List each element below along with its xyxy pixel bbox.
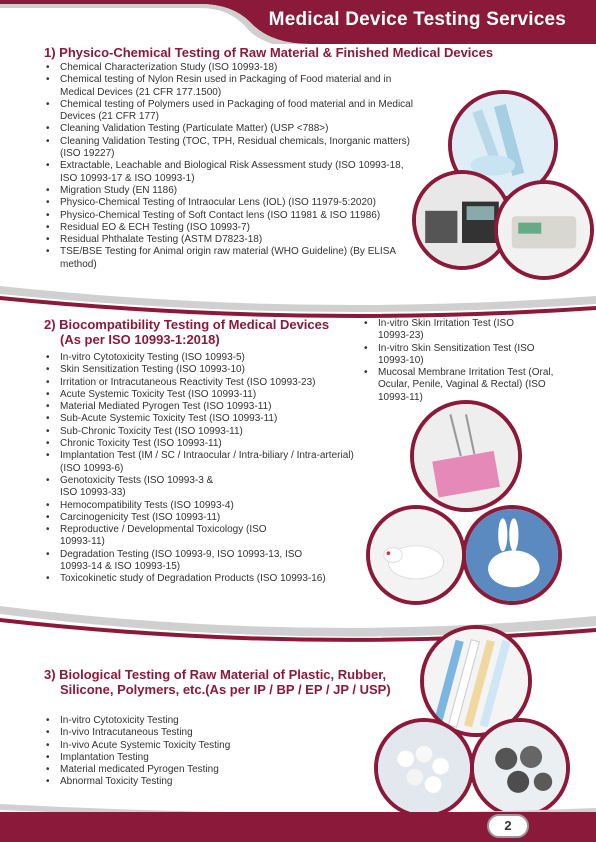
white-rabbit-photo bbox=[462, 505, 562, 605]
list-item: • Mucosal Membrane Irritation Test (Oral, Ocular, Penile, Vaginal & Rectal) (ISO 10993-11) bbox=[362, 367, 572, 404]
section1-title: 1) Physico-Chemical Testing of Raw Material & Finished Medical Devices bbox=[44, 45, 494, 60]
list-item: • Irritation or Intracutaneous Reactivity Test (ISO 10993-23) bbox=[44, 377, 364, 389]
list-item: • Migration Study (EN 1186) bbox=[44, 185, 416, 197]
list-item: • Physico-Chemical Testing of Soft Contact lens (ISO 11981 & ISO 11986) bbox=[44, 210, 416, 222]
list-item: • Carcinogenicity Test (ISO 10993-11) bbox=[44, 512, 364, 524]
multiwell-plate-photo bbox=[410, 400, 522, 512]
list-item: • Cleaning Validation Testing (Particulate Matter) (USP <788>) bbox=[44, 123, 416, 135]
section3-title-line2: Silicone, Polymers, etc.(As per IP / BP / EP / JP / USP) bbox=[60, 682, 391, 697]
section3-title-line1: 3) Biological Testing of Raw Material of Plastic, Rubber, bbox=[44, 667, 387, 682]
list-item: • Acute Systemic Toxicity Test (ISO 10993-11) bbox=[44, 389, 364, 401]
list-item: • Sub-Chronic Toxicity Test (ISO 10993-11) bbox=[44, 426, 364, 438]
list-item: • Genotoxicity Tests (ISO 10993-3 & ISO 10993-33) bbox=[44, 475, 230, 500]
list-item: • In-vitro Cytotoxicity Testing bbox=[44, 715, 344, 727]
list-item: • TSE/BSE Testing for Animal origin raw material (WHO Guideline) (By ELISA method) bbox=[44, 246, 416, 271]
section3-list bbox=[44, 715, 344, 789]
section2-title bbox=[44, 317, 329, 347]
list-item: • Chemical testing of Polymers used in Packaging of food material and in Medical Devices (21 CFR 177) bbox=[44, 99, 416, 124]
page-title: Medical Device Testing Services bbox=[268, 9, 566, 30]
list-item: • Chemical testing of Nylon Resin used in Packaging of Food material and in Medical Devices (21 CFR 177.1500) bbox=[44, 74, 416, 99]
white-mouse-photo bbox=[366, 505, 466, 605]
list-item: • Physico-Chemical Testing of Intraocular Lens (IOL) (ISO 11979-5:2020) bbox=[44, 197, 416, 209]
list-item: • Reproductive / Developmental Toxicology (ISO 10993-11) bbox=[44, 524, 290, 549]
list-item: • In-vitro Skin Irritation Test (ISO 10993-23) bbox=[362, 318, 528, 343]
section2-left-list bbox=[44, 352, 364, 586]
list-item: • In-vivo Acute Systemic Toxicity Testing bbox=[44, 740, 344, 752]
list-item: • Material Mediated Pyrogen Test (ISO 10993-11) bbox=[44, 401, 364, 413]
page-number: 2 bbox=[487, 814, 529, 838]
section-divider bbox=[0, 278, 596, 318]
list-item: • Chronic Toxicity Test (ISO 10993-11) bbox=[44, 438, 364, 450]
section3-title bbox=[44, 667, 391, 697]
list-item: • In-vitro Skin Sensitization Test (ISO 10993-10) bbox=[362, 343, 548, 368]
section2-title-line1: 2) Biocompatibility Testing of Medical Devices bbox=[44, 317, 330, 332]
list-item: • Sub-Acute Systemic Toxicity Test (ISO 10993-11) bbox=[44, 413, 364, 425]
list-item: • Material medicated Pyrogen Testing bbox=[44, 764, 344, 776]
list-item: • Implantation Test (IM / SC / Intraocular / Intra-biliary / Intra-arterial) (ISO 10993-6) bbox=[44, 450, 364, 475]
section2-right-list bbox=[362, 318, 572, 404]
list-item: • Abnormal Toxicity Testing bbox=[44, 776, 344, 788]
list-item: • Toxicokinetic study of Degradation Products (ISO 10993-16) bbox=[44, 573, 364, 585]
list-item: • Residual EO & ECH Testing (ISO 10993-7) bbox=[44, 222, 416, 234]
section2-title-line2: (As per ISO 10993-1:2018) bbox=[60, 332, 220, 347]
section1-list bbox=[44, 62, 416, 271]
list-item: • Cleaning Validation Testing (TOC, TPH, Residual chemicals, Inorganic matters) (ISO 19227) bbox=[44, 136, 416, 161]
list-item: • Residual Phthalate Testing (ASTM D7823-18) bbox=[44, 234, 416, 246]
list-item: • Hemocompatibility Tests (ISO 10993-4) bbox=[44, 500, 364, 512]
spectrophotometer-photo bbox=[494, 180, 594, 280]
list-item: • Skin Sensitization Testing (ISO 10993-10) bbox=[44, 364, 364, 376]
list-item: • Implantation Testing bbox=[44, 752, 344, 764]
list-item: • Degradation Testing (ISO 10993-9, ISO 10993-13, ISO 10993-14 & ISO 10993-15) bbox=[44, 549, 310, 574]
list-item: • In-vivo Intracutaneous Testing bbox=[44, 727, 344, 739]
list-item: • In-vitro Cytotoxicity Testing (ISO 10993-5) bbox=[44, 352, 364, 364]
list-item: • Chemical Characterization Study (ISO 10993-18) bbox=[44, 62, 416, 74]
list-item: • Extractable, Leachable and Biological Risk Assessment study (ISO 10993-18, ISO 10993-17 & ISO 10993-1) bbox=[44, 160, 416, 185]
